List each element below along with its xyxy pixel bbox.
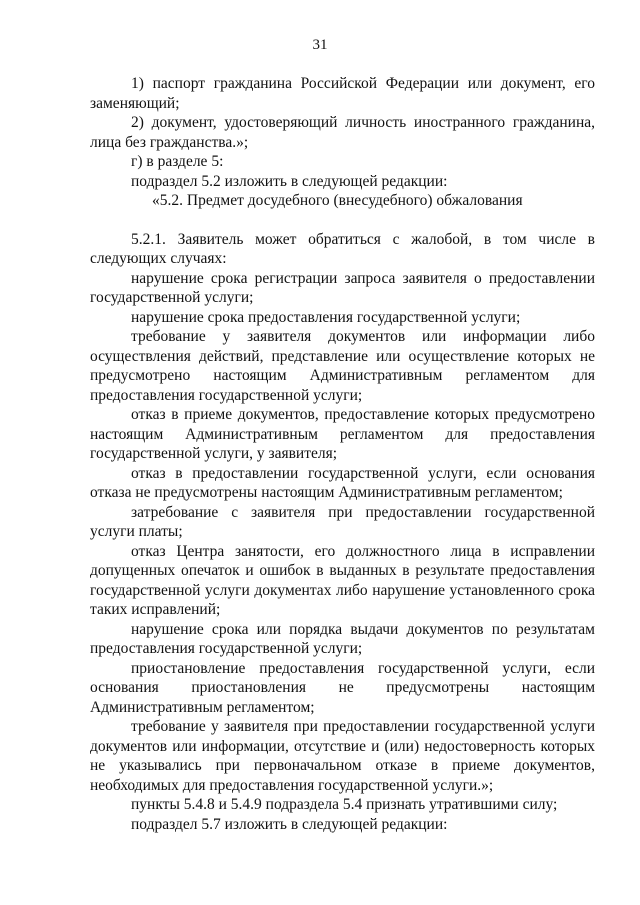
section-heading-5-2: «5.2. Предмет досудебного (внесудебного) обжалования: [152, 192, 523, 209]
document-body: [90, 74, 595, 834]
list-item-fee: затребование с заявителя при предоставлении государственной услуги платы;: [90, 503, 595, 540]
list-item-missing-info: требование у заявителя при предоставлении государственной услуги документов или информации, отсутствие и (или) недостоверность которых не указывались при первоначальном отказе в приеме документов, необходимых для предоставления государственной услуги.»;: [90, 718, 595, 794]
list-item-issuance-violation: нарушение срока или порядка выдачи документов по результатам предоставления государственной услуги;: [90, 620, 595, 657]
paragraph-subsection-5-2: подраздел 5.2 изложить в следующей редакции:: [131, 172, 448, 190]
paragraph-passport: 1) паспорт гражданина Российской Федерации или документ, его заменяющий;: [90, 75, 595, 112]
list-item-extra-documents: требование у заявителя документов или информации либо осуществления действий, представление или осуществление которых не предусмотрено настоящим Административным регламентом для предоставления государственной услуги;: [90, 328, 595, 404]
blank-line: [90, 211, 595, 230]
paragraph-section-5: г) в разделе 5:: [131, 153, 224, 170]
list-item-registration-deadline: нарушение срока регистрации запроса заявителя о предоставлении государственной услуги;: [90, 269, 595, 306]
paragraph-5-2-1: 5.2.1. Заявитель может обратиться с жалобой, в том числе в следующих случаях:: [90, 230, 595, 267]
paragraph-identity-document: 2) документ, удостоверяющий личность иностранного гражданина, лица без гражданства.»;: [90, 114, 595, 151]
list-item-suspension: приостановление предоставления государственной услуги, если основания приостановления не предусмотрены настоящим Административным регламентом;: [90, 659, 595, 716]
paragraph-subsection-5-7: подраздел 5.7 изложить в следующей редакции:: [131, 815, 448, 833]
list-item-refusal-service: отказ в предоставлении государственной услуги, если основания отказа не предусмотрены настоящим Административным регламентом;: [90, 464, 595, 501]
list-item-service-deadline: нарушение срока предоставления государственной услуги;: [131, 308, 521, 326]
page-number: 31: [312, 37, 328, 53]
list-item-correction-refusal: отказ Центра занятости, его должностного лица в исправлении допущенных опечаток и ошибок в выданных в результате предоставления государственной услуги документах либо нарушение установленного срока таких исправлений;: [90, 542, 595, 618]
list-item-refusal-acceptance: отказ в приеме документов, предоставление которых предусмотрено настоящим Административным регламентом для предоставления государственной услуги, у заявителя;: [90, 406, 595, 462]
paragraph-5-4-8: пункты 5.4.8 и 5.4.9 подраздела 5.4 признать утратившими силу;: [131, 796, 558, 813]
